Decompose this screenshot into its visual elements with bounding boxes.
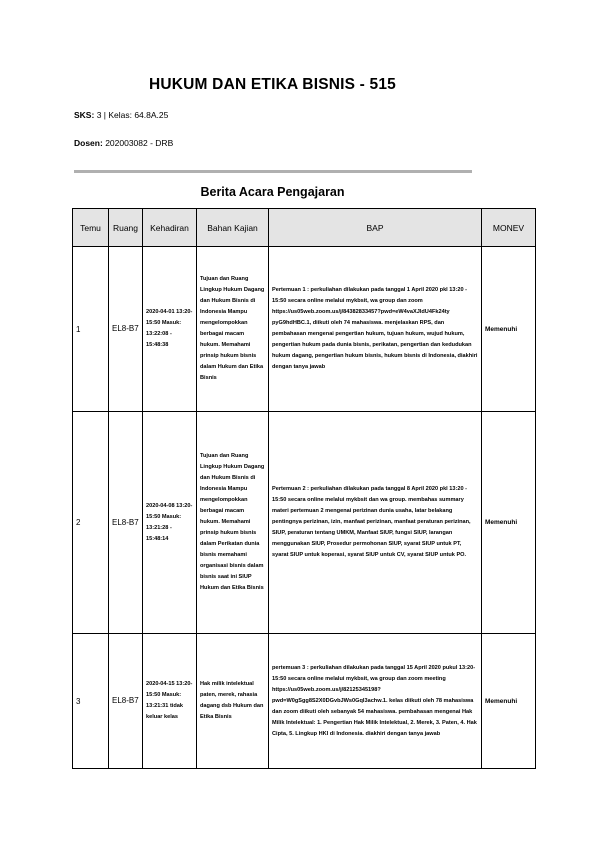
cell-kehadiran: 2020-04-15 13:20-15:50 Masuk: 13:21:31 tidak keluar kelas [143, 634, 197, 769]
cell-ruang: EL8-B7 [109, 412, 143, 634]
cell-bap: Pertemuan 2 : perkuliahan dilakukan pada tanggal 8 April 2020 pkl 13:20 - 15:50 secara online melalui mykbsit dan wa group. membahas summary materi pertemuan 2 mengenai perizinan dunia usaha, latar belakang pentingnya perizinan, izin, manfaat perizinan, manfaat peraturan perizinan, SIUP, peraturan tentang UMKM, Manfaat SIUP, fungsi SIUP, larangan menggunakan SIUP, Prosedur permohonan SIUP, syarat SIUP untuk PT, syarat SIUP untuk koperasi, syarat SIUP untuk CV, syarat SIUP untuk PO. [269, 412, 482, 634]
cell-temu: 2 [73, 412, 109, 634]
table-header-row [73, 209, 536, 247]
cell-kehadiran: 2020-04-08 13:20-15:50 Masuk: 13:21:28 - 15:48:14 [143, 412, 197, 634]
header-bahan-kajian: Bahan Kajian [197, 209, 269, 247]
header-kehadiran: Kehadiran [143, 209, 197, 247]
dosen-line [74, 138, 173, 148]
sks-label: SKS: [74, 110, 95, 120]
header-temu: Temu [73, 209, 109, 247]
cell-monev: Memenuhi [482, 634, 536, 769]
header-bap: BAP [269, 209, 482, 247]
cell-bahan-kajian: Hak milik intelektual paten, merek, rahasia dagang dsb Hukum dan Etika Bisnis [197, 634, 269, 769]
bap-table [72, 208, 536, 769]
cell-ruang: EL8-B7 [109, 247, 143, 412]
cell-temu: 1 [73, 247, 109, 412]
header-ruang: Ruang [109, 209, 143, 247]
sks-kelas-line [74, 110, 168, 120]
cell-bahan-kajian: Tujuan dan Ruang Lingkup Hukum Dagang dan Hukum Bisnis di Indonesia Mampu mengelompokkan berbagai macam hukum. Memahami prinsip hukum bisnis dalam Hukum dan Etika Bisnis [197, 247, 269, 412]
cell-monev: Memenuhi [482, 247, 536, 412]
divider [74, 170, 472, 173]
cell-temu: 3 [73, 634, 109, 769]
header-monev: MONEV [482, 209, 536, 247]
table-row [73, 634, 536, 769]
cell-monev: Memenuhi [482, 412, 536, 634]
cell-bap: Pertemuan 1 : perkuliahan dilakukan pada tanggal 1 April 2020 pkl 13:20 - 15:50 secara online melalui mykbsit, wa group dan zoom https://us05web.zoom.us/j/84382833457?pwd=eW4vaXJldU4Fk24ty pyG9hdHBC.1, diikuti oleh 74 mahasiswa. menjelaskan RPS, dan pembahasan mengenai pengertian hukum, tujuan hukum, wujud hukum, pengertian hukum pada dunia bisnis, perikatan, pengertian dan kedudukan hukum dagang, pengertian hukum bisnis, hukum bisnis di Indonesia, diakhiri dengan tanya jawab [269, 247, 482, 412]
cell-bahan-kajian: Tujuan dan Ruang Lingkup Hukum Dagang dan Hukum Bisnis di Indonesia Mampu mengelompokkan berbagai macam hukum. Memahami prinsip hukum bisnis dalam Perikatan dunia bisnis memahami organisasi bisnis dalam bisnis saat ini SIUP Hukum dan Etika Bisnis [197, 412, 269, 634]
cell-kehadiran: 2020-04-01 13:20-15:50 Masuk: 13:22:08 - 15:48:38 [143, 247, 197, 412]
cell-bap: pertemuan 3 : perkuliahan dilakukan pada tanggal 15 April 2020 pukul 13:20-15:50 secara online melalui mykbsit, wa group dan zoom meeting https://us05web.zoom.us/j/82125345198?pwd=W0gSgg8S2X0DGvbJWs0GqI3achw.1. kelas diikuti oleh 78 mahasiswa dan zoom diikuti oleh sebanyak 54 mahasiswa. pembahasan mengenai Hak Milik Intelektual: 1. Pengertian Hak Milik Intelektual, 2. Merek, 3. Paten, 4. Hak Cipta, 5. Lingkup HKI di Indonesia. diakhiri dengan tanya jawab [269, 634, 482, 769]
dosen-label: Dosen: [74, 138, 103, 148]
sks-value: 3 | Kelas: 64.8A.25 [96, 110, 169, 120]
dosen-value: 202003082 - DRB [105, 138, 174, 148]
section-title: Berita Acara Pengajaran [200, 185, 345, 199]
table-row [73, 412, 536, 634]
cell-ruang: EL8-B7 [109, 634, 143, 769]
table-row [73, 247, 536, 412]
document-title: HUKUM DAN ETIKA BISNIS - 515 [148, 76, 397, 93]
